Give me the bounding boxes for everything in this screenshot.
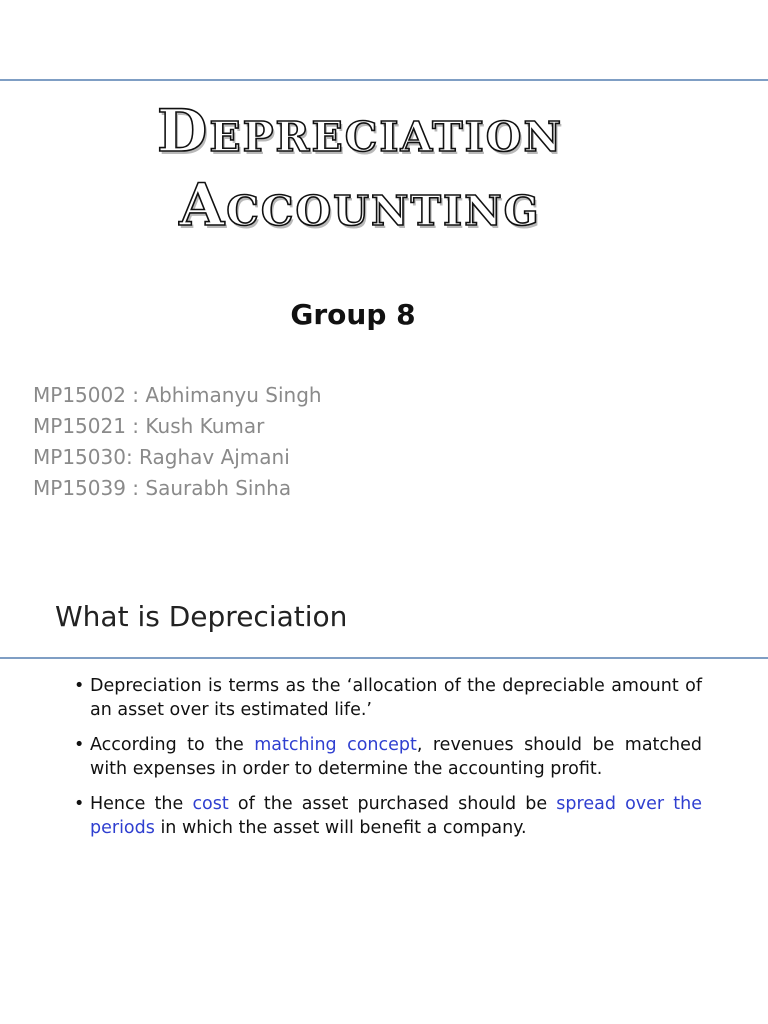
slide-title-line-1: Depreciation (157, 97, 563, 165)
top-divider (0, 79, 768, 81)
bullet-text: in which the asset will benefit a company. (154, 818, 527, 838)
bullet-text: of the asset purchased should be (228, 794, 557, 814)
bullet-marker: • (74, 676, 85, 696)
member-list (33, 380, 322, 504)
highlighted-term: cost (192, 794, 229, 814)
bullet-marker: • (74, 735, 85, 755)
member-item: MP15030: Raghav Ajmani (33, 445, 290, 469)
highlighted-term: matching concept (254, 735, 417, 755)
member-item: MP15039 : Saurabh Sinha (33, 476, 292, 500)
highlighted-term: spread over the periods (90, 794, 702, 838)
section-divider (0, 657, 768, 659)
bullet-text: Hence the (90, 794, 193, 814)
bullet-text: Depreciation is terms as the ‘allocation of the depreciable amount of an asset over its estimated life.’ (90, 676, 702, 720)
bullet-item (74, 733, 702, 781)
section-title: What is Depreciation (55, 600, 348, 633)
group-label: Group 8 (290, 298, 416, 331)
member-item: MP15021 : Kush Kumar (33, 414, 265, 438)
slide-title-line-2: Accounting (179, 171, 541, 239)
bullet-item (74, 792, 702, 840)
bullet-item (74, 674, 702, 722)
bullet-marker: • (74, 794, 85, 814)
member-item: MP15002 : Abhimanyu Singh (33, 383, 322, 407)
bullet-list (74, 674, 702, 851)
bullet-text: , revenues should be matched with expenses in order to determine the accounting profit. (90, 735, 702, 779)
bullet-text: According to the (90, 735, 255, 755)
